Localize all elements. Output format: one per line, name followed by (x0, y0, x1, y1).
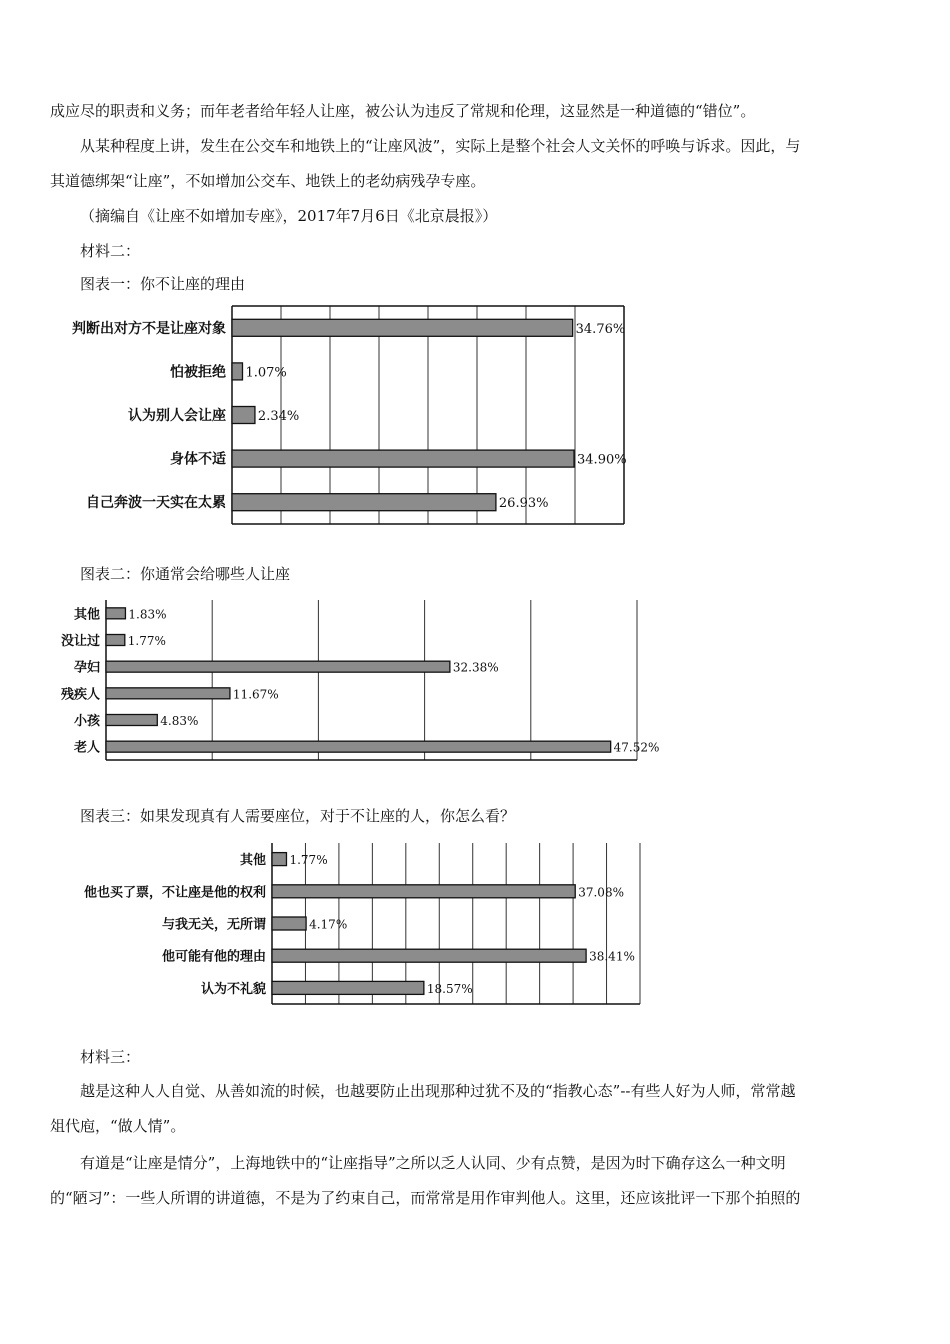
chart-three-title: 图表三：如果发现真有人需要座位，对于不让座的人，你怎么看？ (80, 807, 516, 825)
value-label: 1.77% (127, 634, 166, 648)
bar (272, 853, 286, 866)
category-label: 没让过 (60, 634, 100, 649)
grid-lines (305, 843, 640, 1004)
value-label: 26.93% (498, 496, 549, 512)
category-label: 他可能有他的理由 (161, 949, 266, 965)
category-label: 认为别人会让座 (128, 408, 226, 424)
value-label: 4.83% (160, 714, 199, 728)
grid-lines (281, 306, 624, 524)
value-label: 4.17% (309, 917, 348, 932)
bar (232, 319, 573, 336)
value-label: 37.08% (578, 885, 624, 900)
bar (106, 661, 450, 672)
category-label: 自己奔波一天实在太累 (86, 495, 226, 512)
bar (232, 494, 496, 511)
bar (272, 981, 424, 994)
category-label: 小孩 (73, 714, 100, 729)
value-label: 18.57% (426, 981, 473, 996)
material-three-heading: 材料三： (80, 1048, 141, 1066)
bar (272, 949, 586, 962)
value-label: 1.77% (289, 853, 328, 868)
value-label: 47.52% (613, 740, 660, 755)
category-label: 其他 (239, 853, 266, 869)
bar (106, 715, 157, 726)
material-two-heading: 材料二： (80, 242, 141, 260)
bar (232, 363, 242, 380)
chart-three (50, 840, 660, 1010)
bar (232, 450, 574, 467)
value-label: 2.34% (257, 409, 300, 424)
bar (272, 917, 306, 930)
category-label: 怕被拒绝 (170, 364, 226, 381)
bar (106, 688, 230, 699)
category-label: 残疾人 (60, 687, 100, 703)
paragraph-line-2: 从某种程度上讲，发生在公交车和地铁上的“让座风波”，实际上是整个社会人文关怀的呼唤与诉求。因此，与 (80, 137, 801, 155)
bar (272, 885, 575, 898)
value-label: 34.76% (575, 321, 626, 337)
chart-two-title: 图表二：你通常会给哪些人让座 (80, 565, 291, 583)
category-label: 老人 (73, 740, 100, 756)
category-label: 他也买了票，不让座是他的权利 (83, 885, 266, 901)
paragraph-line-1: 成应尽的职责和义务；而年老者给年轻人让座，被公认为违反了常规和伦理，这显然是一种道德的“错位”。 (50, 102, 756, 120)
bar (106, 635, 125, 646)
category-label: 判断出对方不是让座对象 (72, 320, 226, 337)
value-label: 34.90% (577, 452, 627, 468)
value-label: 1.83% (128, 607, 167, 622)
chart-one (50, 300, 640, 530)
chart-two (50, 595, 680, 770)
grid-lines (212, 600, 637, 760)
paragraph-line-4: 越是这种人人自觉、从善如流的时候，也越要防止出现那种过犹不及的“指教心态”--有些人好为人师，常常越 (80, 1082, 796, 1100)
paragraph-line-6: 有道是“让座是情分”，上海地铁中的“让座指导”之所以乏人认同、少有点赞，是因为时下确存这么一种文明 (80, 1154, 786, 1172)
category-label: 身体不适 (170, 451, 226, 468)
value-label: 11.67% (232, 687, 279, 702)
source-citation: （摘编自《让座不如增加专座》，2017年7月6日《北京晨报》） (80, 207, 498, 225)
value-label: 1.07% (245, 365, 287, 381)
category-label: 孕妇 (73, 660, 100, 676)
bar (106, 608, 125, 619)
bar (232, 407, 255, 424)
paragraph-line-5: 俎代庖，“做人情”。 (50, 1117, 186, 1135)
value-label: 32.38% (452, 660, 499, 675)
chart-one-title: 图表一：你不让座的理由 (80, 275, 246, 293)
paragraph-line-3: 其道德绑架“让座”，不如增加公交车、地铁上的老幼病残孕专座。 (50, 172, 486, 190)
category-label: 认为不礼貌 (200, 981, 266, 997)
category-label: 其他 (73, 607, 100, 623)
paragraph-line-7: 的“陋习”：一些人所谓的讲道德，不是为了约束自己，而常常是用作审判他人。这里，还应该批评一下那个拍照的 (50, 1189, 801, 1207)
bar (106, 741, 611, 752)
category-label: 与我无关，无所谓 (161, 917, 266, 933)
value-label: 38.41% (589, 949, 635, 964)
